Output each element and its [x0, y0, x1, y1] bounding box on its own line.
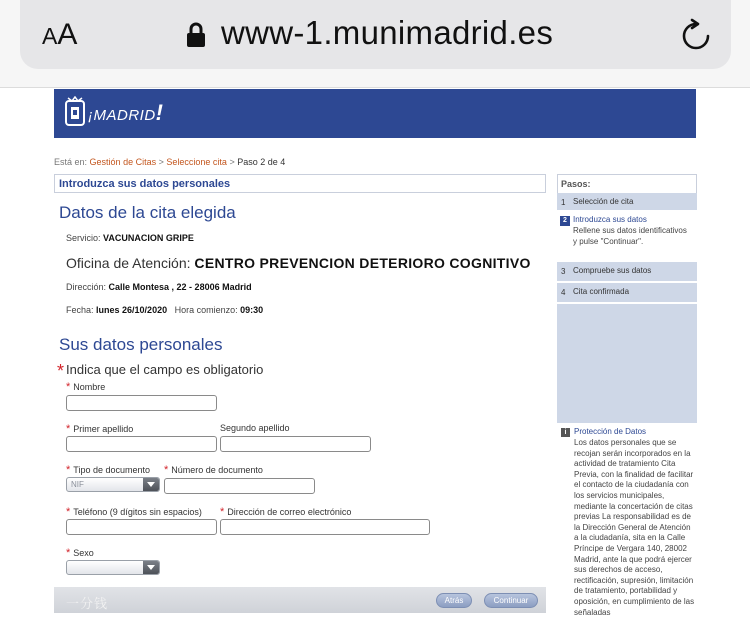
- nombre-input[interactable]: [66, 395, 217, 411]
- step-description: Rellene sus datos identificativos y pulse "Continuar".: [573, 226, 687, 246]
- data-protection-title[interactable]: Protección de Datos: [574, 427, 647, 436]
- step-2-active: [557, 211, 697, 262]
- telefono-input[interactable]: [66, 519, 217, 535]
- appointment-heading: Datos de la cita elegida: [59, 203, 236, 222]
- logo-wordmark: ¡MADRID: [88, 107, 156, 124]
- email-input[interactable]: [220, 519, 430, 535]
- step-3: [557, 262, 697, 282]
- direccion-label: Dirección:: [66, 282, 107, 292]
- fecha-label: Fecha:: [66, 305, 94, 315]
- section-title: Introduzca sus datos personales: [59, 178, 231, 190]
- steps-title: [557, 174, 697, 193]
- email-label-text: Dirección de correo electrónico: [227, 507, 352, 517]
- servicio-label: Servicio:: [66, 233, 101, 243]
- sexo-label-text: Sexo: [73, 548, 94, 558]
- direccion-row: [66, 282, 252, 292]
- required-star: *: [66, 423, 71, 435]
- main-form: [54, 174, 546, 625]
- lock-icon: [186, 22, 206, 48]
- back-button[interactable]: Atrás: [436, 593, 472, 608]
- telefono-label: [66, 506, 202, 518]
- steps-title-text: Pasos:: [561, 179, 591, 189]
- chevron-down-icon: [143, 561, 159, 574]
- browser-toolbar: [0, 0, 750, 88]
- logo-exclamation: !: [155, 100, 163, 125]
- sexo-label: [66, 547, 94, 559]
- breadcrumb-current: Paso 2 de 4: [237, 157, 286, 167]
- required-star: *: [220, 506, 225, 518]
- step-number-badge: 2: [560, 216, 570, 226]
- breadcrumb-separator: >: [229, 157, 235, 167]
- required-note: [57, 358, 263, 379]
- breadcrumb-prefix: Está en:: [54, 157, 88, 167]
- step-label: Compruebe sus datos: [573, 266, 652, 275]
- required-star: *: [66, 381, 71, 393]
- reload-icon[interactable]: [678, 18, 714, 54]
- oficina-value: CENTRO PREVENCION DETERIORO COGNITIVO: [194, 255, 531, 271]
- numero-documento-label-text: Número de documento: [171, 465, 263, 475]
- step-label: Introduzca sus datos: [573, 215, 647, 224]
- fecha-row: [66, 305, 263, 315]
- step-label: Selección de cita: [573, 197, 634, 206]
- segundo-apellido-input[interactable]: [220, 436, 371, 452]
- breadcrumb-gestion-citas[interactable]: Gestión de Citas: [89, 157, 157, 167]
- servicio-value: VACUNACION GRIPE: [103, 233, 194, 243]
- step-number: 3: [561, 267, 566, 276]
- form-footer: [54, 587, 546, 613]
- required-star: *: [66, 506, 71, 518]
- aa-small-glyph: A: [42, 23, 58, 49]
- primer-apellido-input[interactable]: [66, 436, 217, 452]
- madrid-logo[interactable]: [88, 100, 163, 126]
- steps-panel-fill: [557, 304, 697, 423]
- reader-text-size-button[interactable]: [42, 18, 77, 52]
- numero-documento-input[interactable]: [164, 478, 315, 494]
- telefono-label-text: Teléfono (9 dígitos sin espacios): [73, 507, 202, 517]
- site-header: [54, 89, 696, 138]
- oficina-label: Oficina de Atención:: [66, 255, 191, 271]
- steps-sidebar: [557, 174, 697, 625]
- fecha-value: lunes 26/10/2020: [96, 305, 168, 315]
- breadcrumb-separator: >: [158, 157, 164, 167]
- watermark-text: 一分钱: [66, 596, 109, 611]
- tipo-documento-label: [66, 464, 150, 476]
- oficina-row: [66, 255, 531, 271]
- breadcrumb: [54, 157, 285, 167]
- tipo-documento-select[interactable]: [66, 477, 160, 492]
- step-number: 1: [561, 198, 566, 207]
- breadcrumb-seleccione-cita[interactable]: Seleccione cita: [166, 157, 227, 167]
- step-4: [557, 283, 697, 303]
- hora-label: Hora comienzo:: [174, 305, 238, 315]
- primer-apellido-label-text: Primer apellido: [73, 424, 134, 434]
- servicio-row: [66, 233, 194, 243]
- step-1: [557, 193, 697, 211]
- required-star: *: [66, 547, 71, 559]
- url-text[interactable]: www-1.munimadrid.es: [221, 14, 554, 51]
- direccion-value: Calle Montesa , 22 - 28006 Madrid: [108, 282, 252, 292]
- chevron-down-icon: [143, 478, 159, 491]
- segundo-apellido-label: Segundo apellido: [220, 423, 290, 433]
- required-star: *: [57, 361, 65, 381]
- nombre-label-text: Nombre: [73, 382, 106, 392]
- step-label: Cita confirmada: [573, 287, 630, 296]
- data-protection-text: Los datos personales que se recojan serán incorporados en la actividad de tratamiento Cita Previa, con la finalidad de facilitar el contacto de la ciudadanía con los servicios municipales, mediante la concertación de citas previas La responsabilidad es de la Dirección General de Atención a la ciudadanía, sita en la Calle Príncipe de Vergara 140, 28002 Madrid, ante la que podrá ejercer sus derechos de acceso, rectificación, supresión, limitación de tratamiento, portabilidad y oposición, en cumplimiento de las señaladas: [574, 438, 695, 617]
- required-star: *: [164, 464, 169, 476]
- tipo-documento-label-text: Tipo de documento: [73, 465, 150, 475]
- section-header: [54, 174, 546, 193]
- continue-button[interactable]: Continuar: [484, 593, 538, 608]
- email-label: [220, 506, 351, 518]
- info-icon: i: [561, 428, 570, 437]
- numero-documento-label: [164, 464, 263, 476]
- nombre-label: [66, 381, 105, 393]
- hora-value: 09:30: [240, 305, 264, 315]
- tipo-documento-value: NIF: [71, 480, 84, 489]
- aa-large-glyph: A: [57, 18, 78, 51]
- madrid-coat-of-arms-icon: [64, 96, 86, 128]
- sexo-select[interactable]: [66, 560, 160, 575]
- step-number: 4: [561, 288, 566, 297]
- primer-apellido-label: [66, 423, 133, 435]
- required-star: *: [66, 464, 71, 476]
- personal-data-heading: Sus datos personales: [59, 335, 223, 354]
- required-note-text: Indica que el campo es obligatorio: [66, 362, 264, 377]
